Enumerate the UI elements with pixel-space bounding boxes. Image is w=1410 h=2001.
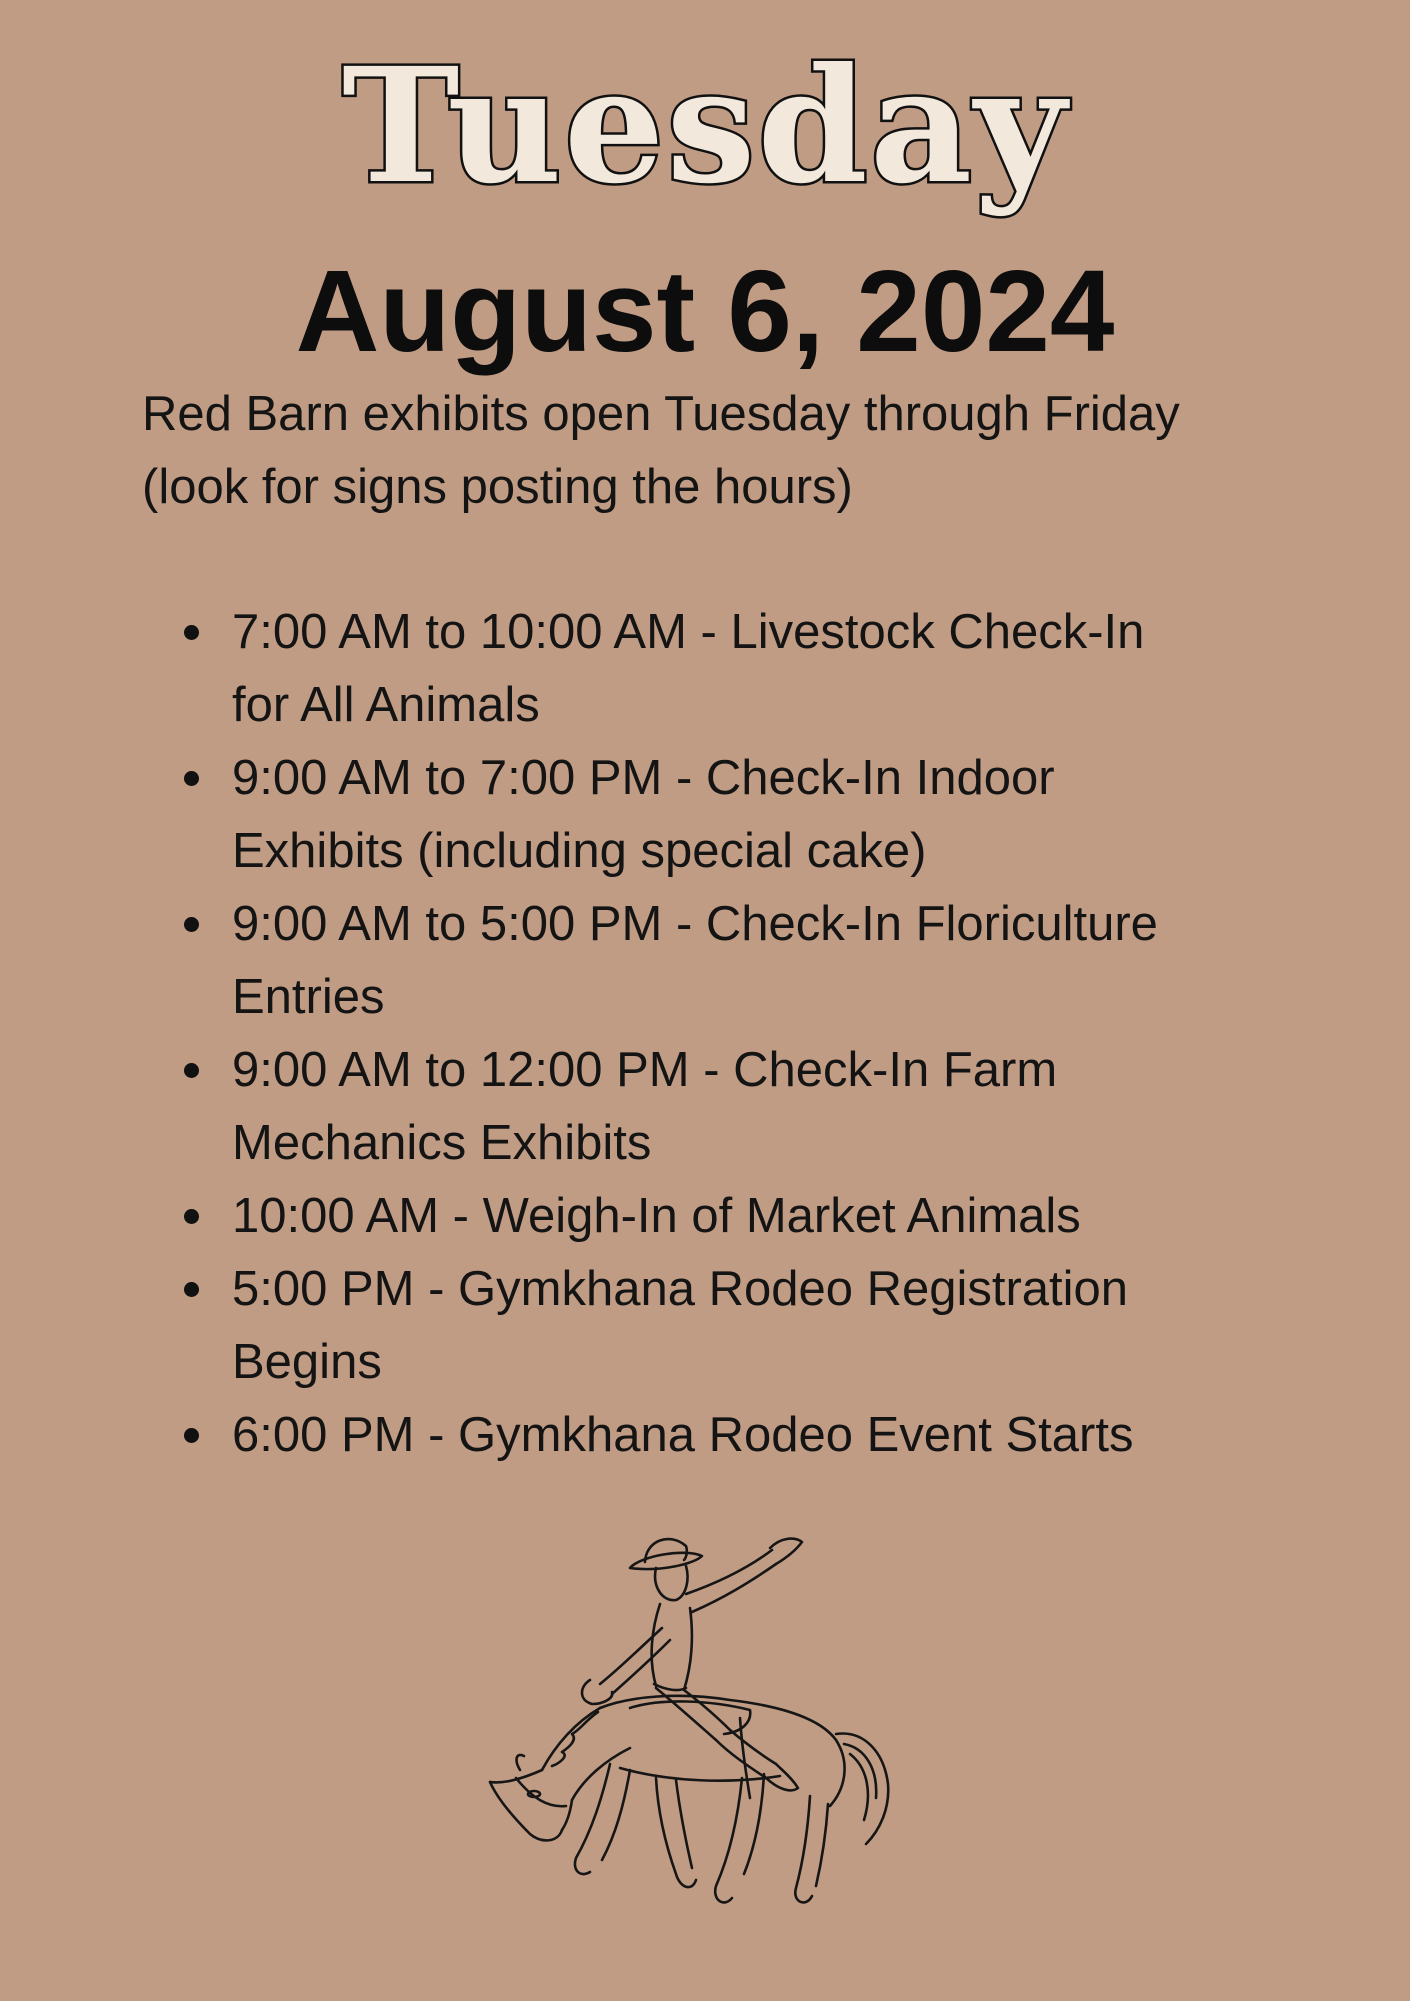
- bullet-icon: [184, 1209, 199, 1224]
- horse-rump: [830, 1740, 845, 1806]
- schedule-item-line-1: 9:00 AM to 5:00 PM - Check-In Floriculture: [232, 897, 1158, 951]
- schedule-item-line-2: Begins: [232, 1335, 382, 1389]
- schedule-item-line-2: Entries: [232, 970, 385, 1024]
- bullet-icon: [184, 1428, 199, 1443]
- schedule-item: [142, 888, 1302, 1034]
- horse-ear: [517, 1755, 524, 1770]
- horse-bridle: [516, 1778, 566, 1806]
- schedule-item: [142, 742, 1302, 888]
- schedule-item: [142, 1253, 1302, 1399]
- bronc-rider-icon: [480, 1508, 920, 1948]
- rider-torso-front: [652, 1604, 660, 1686]
- horse-hind-leg-1b: [744, 1774, 764, 1874]
- schedule-item-line-1: 9:00 AM to 7:00 PM - Check-In Indoor: [232, 751, 1055, 805]
- schedule-item: [142, 1399, 1302, 1472]
- rider-torso-back: [684, 1608, 692, 1690]
- day-title: Tuesday: [341, 34, 1069, 219]
- horse-hind-leg-1: [715, 1778, 742, 1902]
- horse-hind-leg-2: [795, 1796, 812, 1902]
- horse-head-top: [490, 1770, 542, 1782]
- horse-tail-3: [850, 1754, 868, 1820]
- schedule-item: [142, 1180, 1302, 1253]
- rider-shin: [716, 1740, 766, 1778]
- schedule-item: [142, 1034, 1302, 1180]
- bullet-icon: [184, 1282, 199, 1297]
- horse-hind-leg-2b: [816, 1804, 828, 1886]
- intro-line-2: (look for signs posting the hours): [142, 460, 853, 514]
- horse-tail: [836, 1734, 888, 1844]
- date-title: August 6, 2024: [295, 246, 1115, 376]
- horse-neck-2: [572, 1748, 630, 1800]
- schedule-item-line-1: 7:00 AM to 10:00 AM - Livestock Check-In: [232, 605, 1145, 659]
- schedule-item-line-1: 9:00 AM to 12:00 PM - Check-In Farm: [232, 1043, 1058, 1097]
- horse-tail-2: [844, 1744, 876, 1798]
- horse-mane: [552, 1712, 598, 1766]
- schedule-item-line-1: 5:00 PM - Gymkhana Rodeo Registration: [232, 1262, 1129, 1316]
- rider-hand: [770, 1539, 802, 1564]
- intro-text: [142, 378, 1342, 524]
- bronc-rider-drawing: [480, 1508, 920, 1948]
- bullet-icon: [184, 771, 199, 786]
- schedule-item-line-2: for All Animals: [232, 678, 540, 732]
- hat-crown: [645, 1539, 687, 1562]
- bullet-icon: [184, 625, 199, 640]
- rider-fist: [582, 1680, 612, 1704]
- horse-front-leg-2b: [676, 1780, 692, 1868]
- schedule-item-line-1: 6:00 PM - Gymkhana Rodeo Event Starts: [232, 1408, 1134, 1462]
- schedule-item-line-2: Mechanics Exhibits: [232, 1116, 652, 1170]
- schedule-list: [142, 596, 1302, 1472]
- schedule-item: [142, 596, 1302, 742]
- hat-brim: [630, 1553, 702, 1569]
- horse-jaw: [562, 1800, 572, 1830]
- schedule-item-line-2: Exhibits (including special cake): [232, 824, 927, 878]
- schedule-item-line-1: 10:00 AM - Weigh-In of Market Animals: [232, 1189, 1081, 1243]
- rider-head: [655, 1566, 687, 1600]
- bullet-icon: [184, 917, 199, 932]
- intro-line-1: Red Barn exhibits open Tuesday through Friday: [142, 387, 1180, 441]
- bullet-icon: [184, 1063, 199, 1078]
- horse-front-leg-2: [656, 1778, 696, 1887]
- rider-raised-arm: [686, 1550, 772, 1594]
